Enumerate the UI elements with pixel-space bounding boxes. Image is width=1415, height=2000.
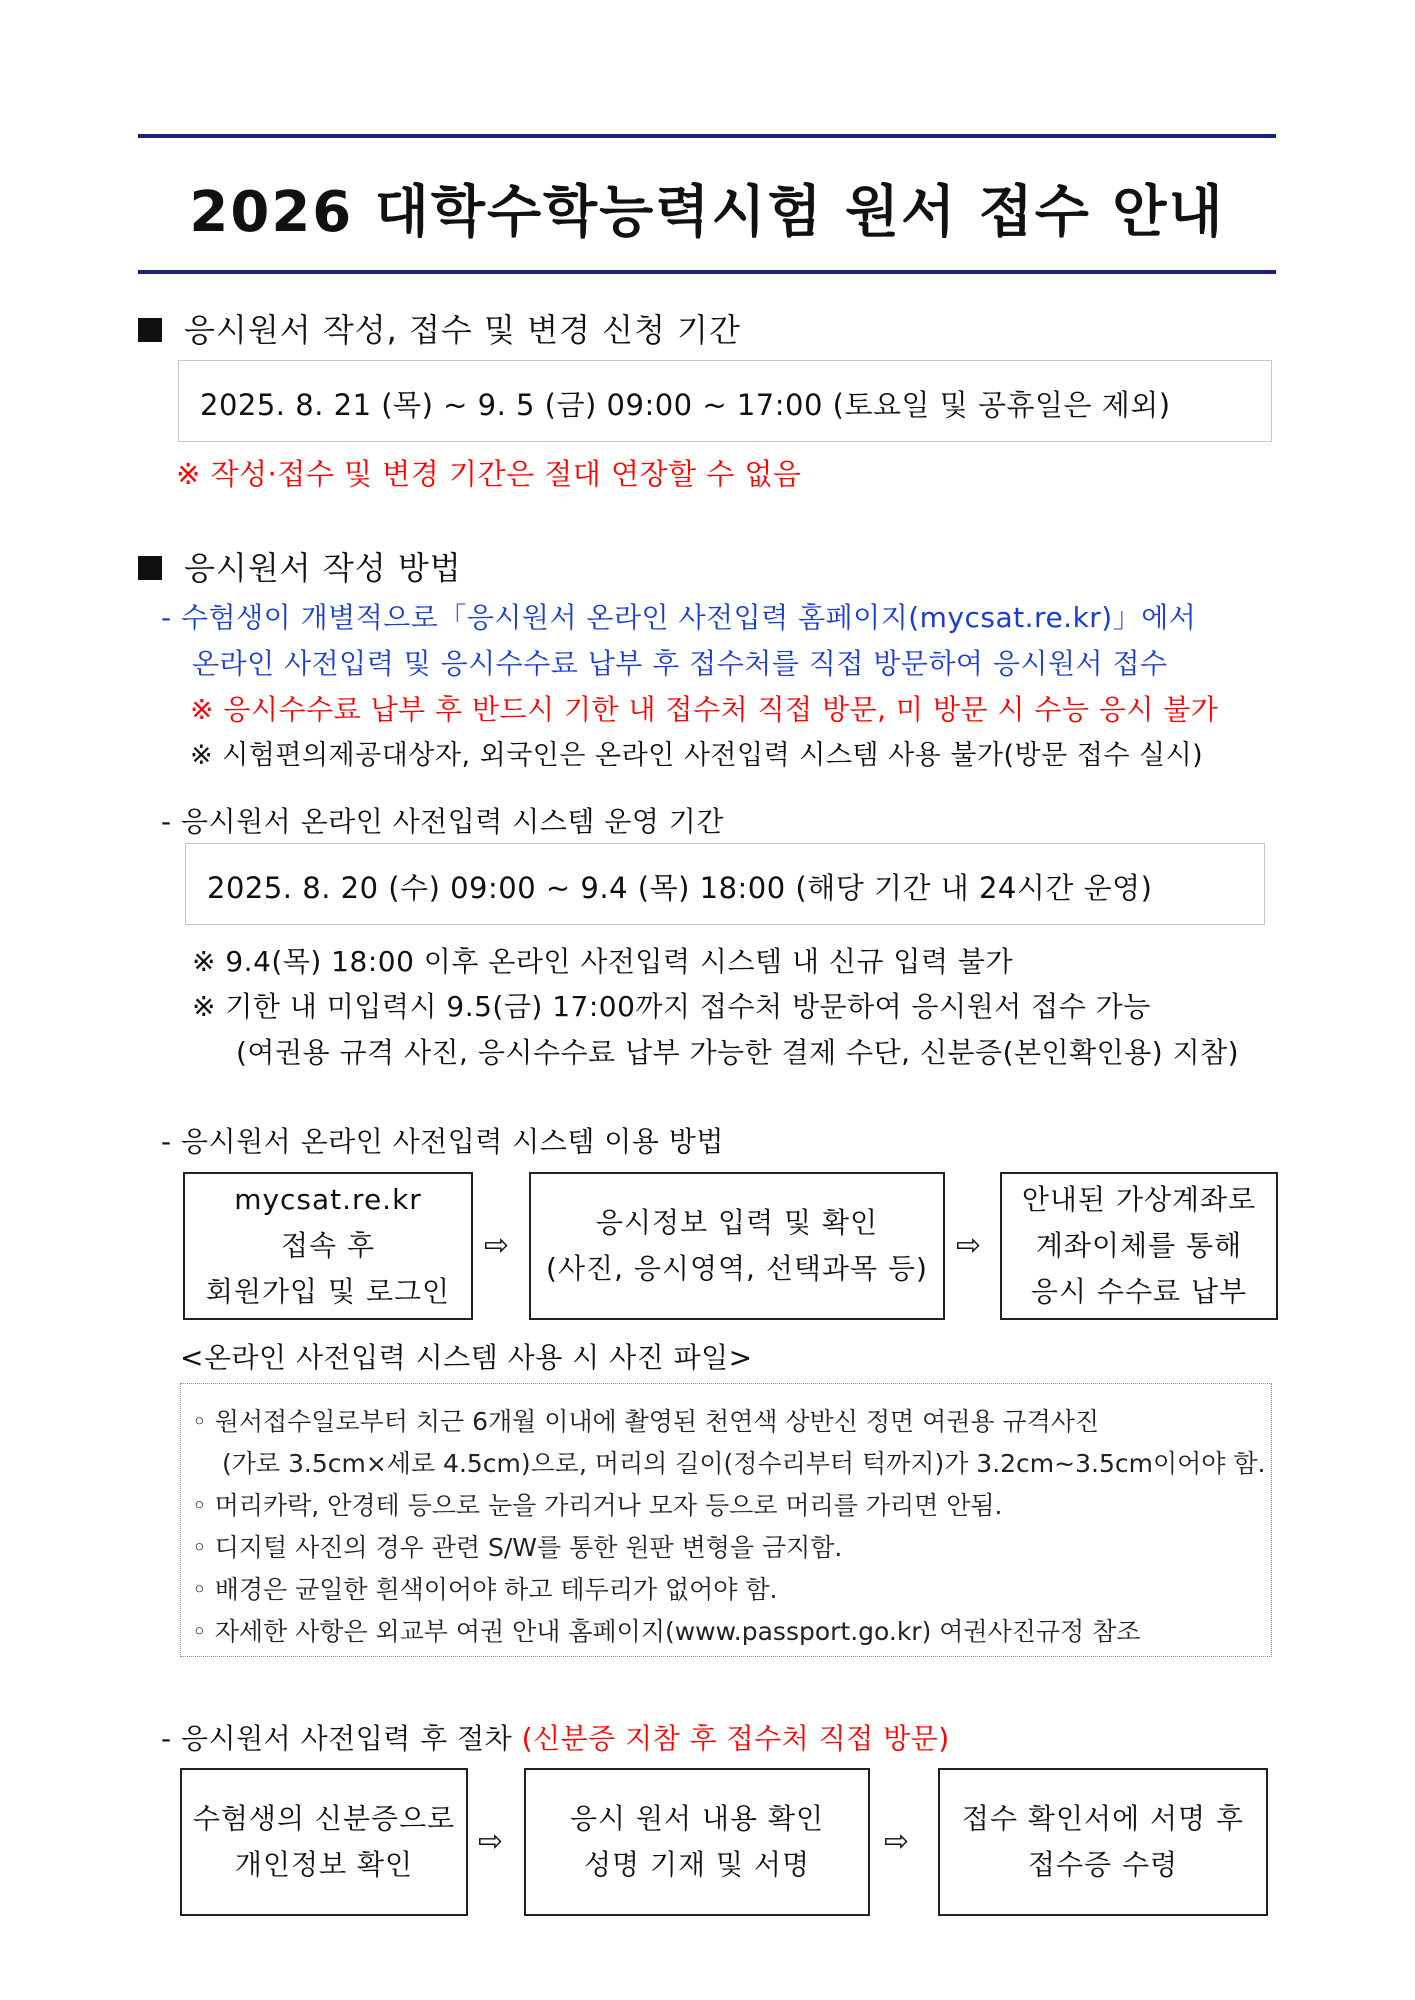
flow-line: 개인정보 확인	[234, 1848, 414, 1881]
page-title: 2026 대학수학능력시험 원서 접수 안내	[189, 180, 1225, 245]
flow1-step2	[529, 1172, 945, 1320]
flow-line: 응시 수수료 납부	[1030, 1275, 1248, 1308]
section2-line4: ※ 시험편의제공대상자, 외국인은 온라인 사전입력 시스템 사용 불가(방문 접수 실시)	[190, 740, 1204, 771]
sub1-note2: ※ 기한 내 미입력시 9.5(금) 17:00까지 접수처 방문하여 응시원서 접수 가능	[192, 990, 1151, 1023]
sub1-period: 2025. 8. 20 (수) 09:00 ~ 9.4 (목) 18:00 (해당 기간 내 24시간 운영)	[207, 871, 1153, 905]
sub3-heading	[161, 1717, 950, 1757]
right-arrow-icon: ⇨	[956, 1228, 982, 1263]
flow-line: 접속 후	[280, 1229, 376, 1262]
flow-line: mycsat.re.kr	[234, 1183, 422, 1216]
title-top-rule	[138, 134, 1276, 138]
section1-heading-text: 응시원서 작성, 접수 및 변경 신청 기간	[184, 311, 741, 349]
section2-line2: 온라인 사전입력 및 응시수수료 납부 후 접수처를 직접 방문하여 응시원서 접수	[192, 647, 1168, 680]
flow-line: 회원가입 및 로그인	[205, 1275, 451, 1308]
square-bullet-icon	[138, 556, 162, 580]
photo-item: ◦ 원서접수일로부터 치근 6개월 이내에 촬영된 천연색 상반신 정면 여권용 규격사진	[192, 1407, 1100, 1436]
sub1-note1: ※ 9.4(목) 18:00 이후 온라인 사전입력 시스템 내 신규 입력 불가	[192, 945, 1013, 978]
flow-line: 안내된 가상계좌로	[1021, 1183, 1257, 1216]
photo-item: ◦ 디지털 사진의 경우 관련 S/W를 통한 원판 변형을 금지함.	[192, 1533, 843, 1562]
sub1-note3: (여권용 규격 사진, 응시수수료 납부 가능한 결제 수단, 신분증(본인확인용) 지참)	[236, 1036, 1240, 1069]
right-arrow-icon: ⇨	[884, 1824, 910, 1859]
photo-item: ◦ 배경은 균일한 흰색이어야 하고 테두리가 없어야 함.	[192, 1575, 778, 1604]
flow-line: 성명 기재 및 서명	[583, 1848, 811, 1881]
section1-note: ※ 작성·접수 및 변경 기간은 절대 연장할 수 없음	[176, 457, 802, 491]
right-arrow-icon: ⇨	[484, 1228, 510, 1263]
sub2-heading: - 응시원서 온라인 사전입력 시스템 이용 방법	[161, 1125, 724, 1158]
flow2-step3	[938, 1768, 1268, 1916]
section2-line3: ※ 응시수수료 납부 후 반드시 기한 내 접수처 직접 방문, 미 방문 시 수능 응시 불가	[190, 693, 1219, 726]
flow-line: (사진, 응시영역, 선택과목 등)	[546, 1252, 928, 1285]
flow-line: 접수증 수령	[1027, 1848, 1179, 1881]
right-arrow-icon: ⇨	[478, 1824, 504, 1859]
photo-item: ◦ 머리카락, 안경테 등으로 눈을 가리거나 모자 등으로 머리를 가리면 안됨.	[192, 1491, 1003, 1520]
photo-item: (가로 3.5cm×세로 4.5cm)으로, 머리의 길이(정수리부터 턱까지)가 3.2cm~3.5cm이어야 함.	[222, 1449, 1266, 1478]
flow-line: 계좌이체를 통해	[1035, 1229, 1243, 1262]
sub3-heading-red: (신분증 지참 후 접수처 직접 방문)	[521, 1722, 950, 1755]
sub3-heading-text: - 응시원서 사전입력 후 절차	[161, 1722, 513, 1755]
flow1-step1	[183, 1172, 473, 1320]
flow-line: 응시 원서 내용 확인	[569, 1802, 825, 1835]
section1-period: 2025. 8. 21 (목) ~ 9. 5 (금) 09:00 ~ 17:00 (토요일 및 공휴일은 제외)	[200, 388, 1171, 422]
flow-line: 응시정보 입력 및 확인	[595, 1206, 879, 1239]
flow2-step2	[524, 1768, 870, 1916]
section2-line1: - 수험생이 개별적으로「응시원서 온라인 사전입력 홈페이지(mycsat.re.kr)」에서	[161, 601, 1197, 634]
flow-line: 접수 확인서에 서명 후	[961, 1802, 1245, 1835]
section1-heading	[138, 305, 741, 351]
flow2-step1	[180, 1768, 468, 1916]
photo-heading: <온라인 사전입력 시스템 사용 시 사진 파일>	[180, 1341, 753, 1374]
flow-line: 수험생의 신분증으로	[192, 1802, 456, 1835]
title-bottom-rule	[138, 270, 1276, 274]
sub1-heading: - 응시원서 온라인 사전입력 시스템 운영 기간	[161, 805, 724, 838]
section2-heading	[138, 543, 462, 589]
square-bullet-icon	[138, 318, 162, 342]
flow1-step3	[1000, 1172, 1278, 1320]
photo-item: ◦ 자세한 사항은 외교부 여권 안내 홈페이지(www.passport.go.kr) 여권사진규정 참조	[192, 1617, 1141, 1646]
section2-heading-text: 응시원서 작성 방법	[184, 549, 462, 587]
